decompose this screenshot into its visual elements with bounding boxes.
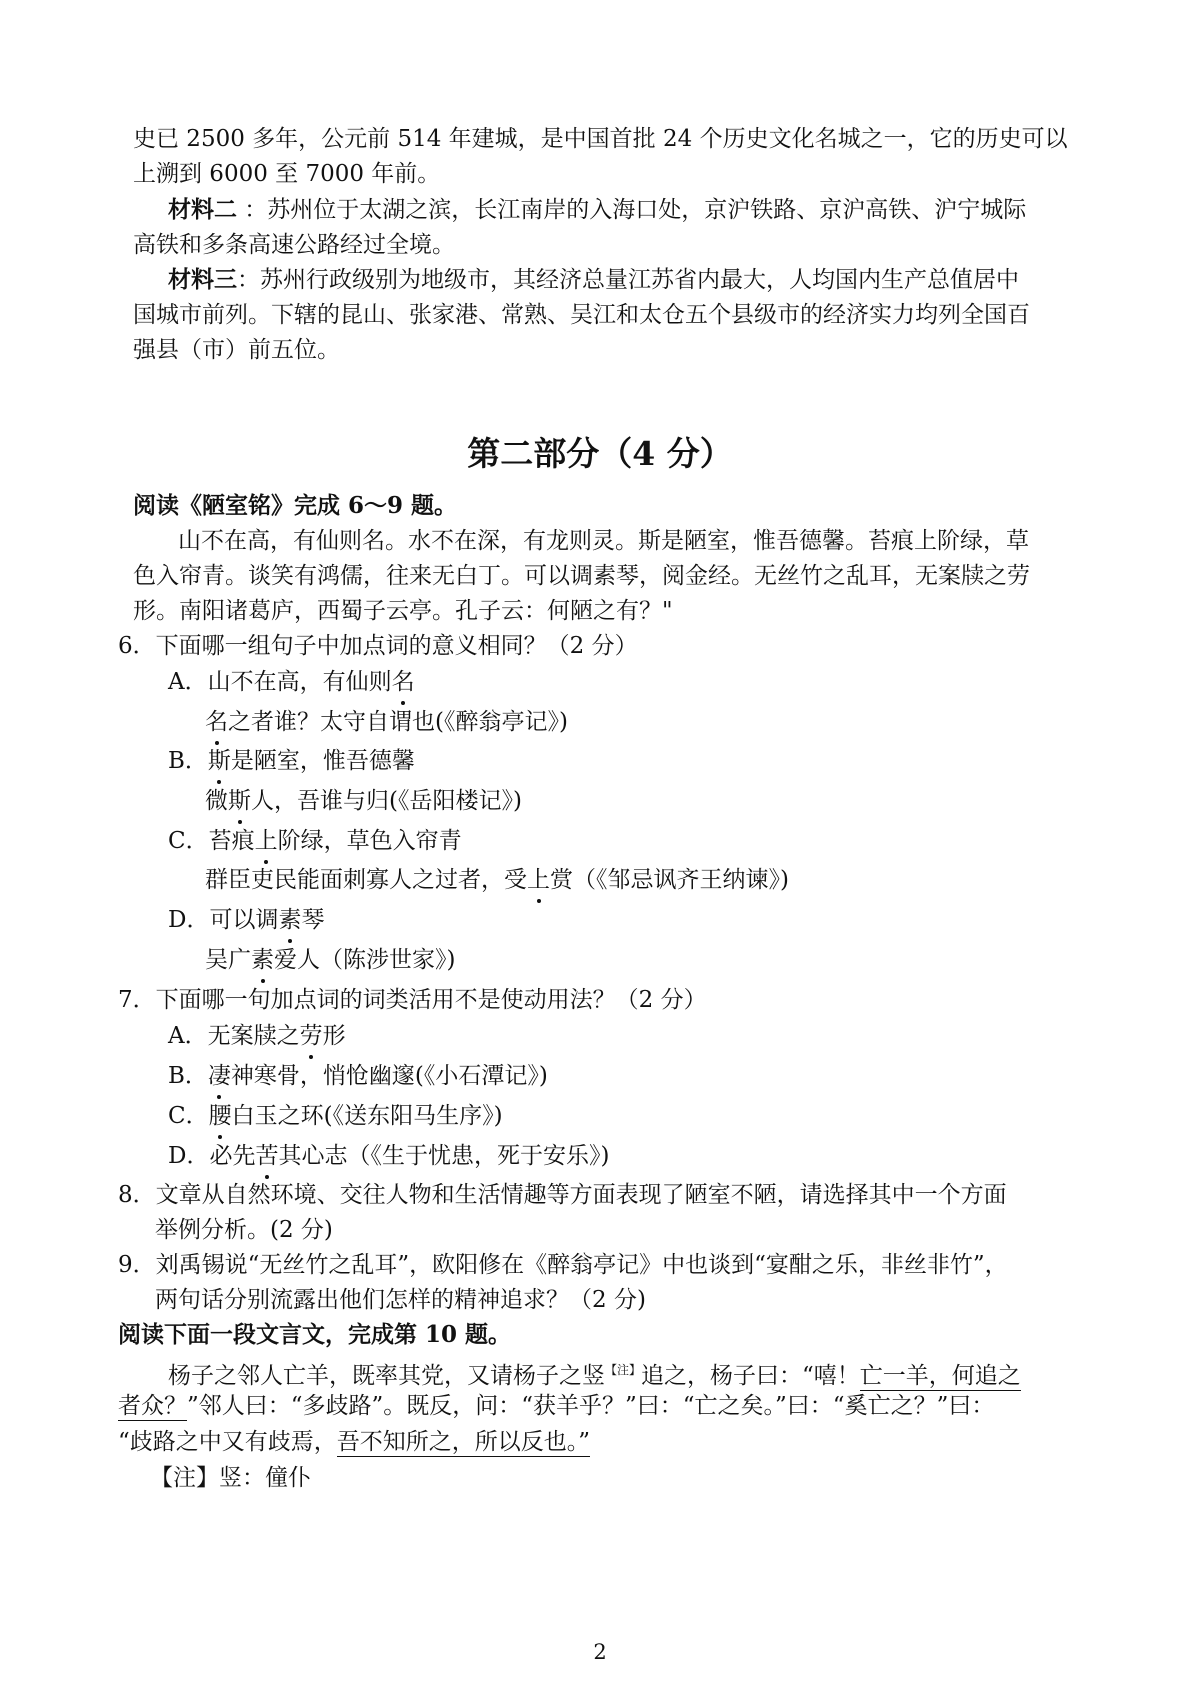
option-text: 赏（《邹忌讽齐王纳谏》): [550, 867, 789, 893]
option-text: D．必先: [168, 1143, 256, 1169]
option-d-compare: [205, 942, 455, 978]
material-line: 高铁和多条高速公路经过全境。: [133, 232, 455, 258]
option-text: 之者谁？太守自谓也(《醉翁亭记》): [228, 709, 568, 735]
option-text: C．苔痕: [168, 828, 255, 854]
option-text: D．可以调: [168, 907, 279, 933]
reading-heading: 阅读下面一段文言文，完成第 10 题。: [118, 1321, 512, 1348]
reading-heading: 阅读《陋室铭》完成 6～9 题。: [133, 492, 458, 519]
option-text: 吴广: [205, 947, 251, 973]
dotted-word: 苦: [255, 1138, 278, 1174]
dotted-word: 上: [527, 862, 550, 898]
option-text: 人，吾谁与归(《岳阳楼记》): [251, 788, 522, 814]
question-stem: 9．刘禹锡说“无丝竹之乱耳”，欧阳修在《醉翁亭记》中也谈到“宴酣之乐，非丝非竹”，: [118, 1252, 1008, 1278]
option-text: 群臣吏民能面刺寡人之过者，受: [205, 867, 527, 893]
option-a: [168, 664, 415, 700]
dotted-word: 斯: [208, 743, 231, 779]
material-line: 史已 2500 多年，公元前 514 年建城，是中国首批 24 个历史文化名城之一，它的历史可以: [133, 126, 1068, 152]
dotted-word: 劳: [300, 1018, 323, 1054]
dotted-word: 名: [205, 704, 228, 740]
option-text: 爱人（陈涉世家》): [274, 947, 456, 973]
passage-line: 形。南阳诸葛庐，西蜀子云亭。孔子云：何陋之有？": [133, 598, 673, 624]
material-label: 材料三: [168, 266, 237, 293]
option-text: B．: [168, 748, 208, 774]
option-a: [168, 1018, 346, 1054]
dotted-word: 凄: [208, 1058, 231, 1094]
material-two: [168, 192, 1026, 228]
option-text: A．山不在高，有仙则: [168, 669, 392, 695]
option-b-compare: [205, 783, 522, 819]
footnote-marker: 【注】: [605, 1363, 642, 1377]
section-title: 第二部分（4 分）: [467, 434, 733, 473]
passage-text: ”邻人曰：“多歧路”。既反，问：“获羊乎？”曰：“亡之矣。”曰：“奚亡之？”曰：: [187, 1393, 995, 1419]
page-number: 2: [593, 1640, 607, 1664]
option-b: [168, 1058, 548, 1094]
option-d: [168, 1138, 609, 1174]
dotted-word: 素: [251, 942, 274, 978]
question-stem-cont: 两句话分别流露出他们怎样的精神追求？（2 分): [155, 1287, 646, 1313]
material-text: ：苏州行政级别为地级市，其经济总量江苏省内最大，人均国内生产总值居中: [237, 267, 1019, 293]
option-c: [168, 1098, 503, 1134]
passage-line: [118, 1424, 590, 1460]
option-text: 是陋室，惟吾德馨: [230, 748, 415, 774]
option-text: C．: [168, 1103, 209, 1129]
passage-line: 山不在高，有仙则名。水不在深，有龙则灵。斯是陋室，惟吾德馨。苔痕上阶绿，草: [178, 528, 1029, 554]
option-c-compare: [205, 862, 789, 898]
material-label: 材料二: [168, 196, 237, 223]
passage-text: 追之，杨子曰：“嘻！: [641, 1363, 860, 1389]
passage-line: [118, 1388, 994, 1424]
material-line: 国城市前列。下辖的昆山、张家港、常熟、吴江和太仓五个县级市的经济实力均列全国百: [133, 302, 1030, 328]
passage-line: 色入帘青。谈笑有鸿儒，往来无白丁。可以调素琴，阅金经。无丝竹之乱耳，无案牍之劳: [133, 563, 1030, 589]
underlined-text: 亡一羊，何追之: [859, 1363, 1021, 1389]
option-text: B．: [168, 1063, 208, 1089]
dotted-word: 名: [392, 664, 415, 700]
passage-text: “歧路之中又有歧焉，: [118, 1429, 337, 1455]
underlined-text: 者众？: [118, 1393, 187, 1419]
option-a-compare: [205, 704, 568, 740]
option-text: A．无案牍之: [168, 1023, 300, 1049]
dotted-word: 腰: [209, 1098, 232, 1134]
option-b: [168, 743, 415, 779]
question-stem: 6．下面哪一组句子中加点词的意义相同？（2 分）: [118, 633, 638, 659]
option-text: 琴: [301, 907, 325, 933]
material-line: 强县（市）前五位。: [133, 337, 340, 363]
option-text: 形: [322, 1023, 346, 1049]
option-d: [168, 902, 324, 938]
option-text: 白玉之环(《送东阳马生序》): [231, 1103, 503, 1129]
passage-text: 杨子之邻人亡羊，既率其党，又请杨子之竖: [168, 1363, 605, 1389]
question-stem: 8．文章从自然环境、交往人物和生活情趣等方面表现了陋室不陋，请选择其中一个方面: [118, 1182, 1007, 1208]
option-text: 阶绿，草色入帘青: [277, 828, 462, 854]
question-stem-cont: 举例分析。(2 分): [155, 1217, 333, 1243]
underlined-text: 吾不知所之，所以反也。”: [336, 1429, 591, 1455]
dotted-word: 素: [278, 902, 301, 938]
option-text: 微: [205, 788, 228, 814]
dotted-word: 斯: [228, 783, 251, 819]
material-three: [168, 262, 1019, 298]
material-line: 上溯到 6000 至 7000 年前。: [133, 161, 441, 187]
footnote: 【注】竖：僮仆: [150, 1465, 311, 1491]
dotted-word: 上: [255, 823, 278, 859]
material-text: ：苏州位于太湖之滨，长江南岸的入海口处，京沪铁路、京沪高铁、沪宁城际: [237, 197, 1027, 223]
option-c: [168, 823, 462, 859]
question-stem: 7．下面哪一句加点词的词类活用不是使动用法？（2 分）: [118, 987, 707, 1013]
option-text: 其心志（《生于忧患，死于安乐》): [278, 1143, 610, 1169]
option-text: 神寒骨，悄怆幽邃(《小石潭记》): [230, 1063, 548, 1089]
